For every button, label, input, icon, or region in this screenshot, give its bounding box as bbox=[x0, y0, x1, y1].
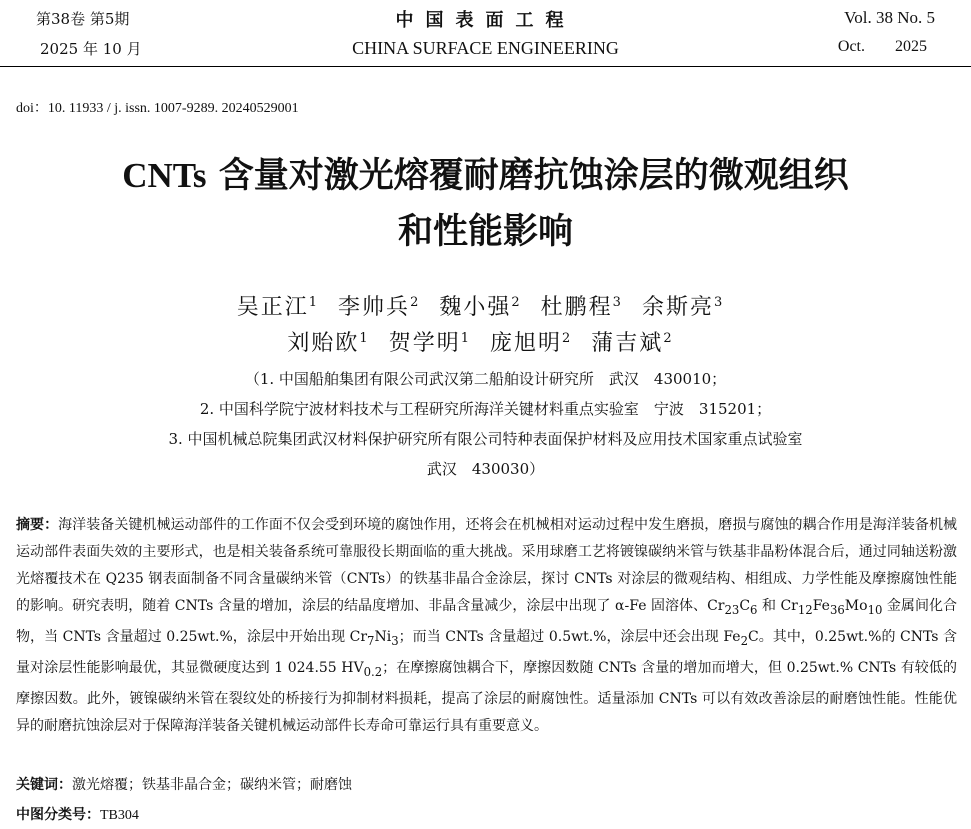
author-name: 刘贻欧 bbox=[287, 331, 360, 356]
subscript: 6 bbox=[750, 603, 758, 618]
year-en: 2025 bbox=[895, 38, 927, 55]
abstract-label: 摘要： bbox=[16, 517, 59, 533]
clc-value: TB304 bbox=[100, 808, 139, 823]
author-affil: 2 bbox=[410, 294, 419, 310]
volume-issue-en: Vol. 38 No. 5 bbox=[844, 8, 935, 27]
keywords-label: 关键词： bbox=[16, 777, 72, 793]
title-line1-rest: 含量对激光熔覆耐磨抗蚀涂层的微观组织 bbox=[206, 156, 849, 196]
subscript: 0.2 bbox=[363, 664, 383, 679]
date-cn: 2025 年 10 月 bbox=[40, 40, 142, 58]
subscript: 10 bbox=[867, 603, 883, 618]
abstract bbox=[16, 512, 957, 740]
author-name: 蒲吉斌 bbox=[591, 331, 664, 356]
author-affil: 3 bbox=[612, 294, 621, 310]
author-name: 李帅兵 bbox=[338, 295, 411, 320]
subscript: 2 bbox=[740, 633, 748, 648]
author-name: 吴正江 bbox=[236, 295, 309, 320]
title-line-2: 和性能影响 bbox=[397, 212, 573, 252]
authors-row-2 bbox=[0, 326, 971, 357]
author-affil: 1 bbox=[308, 294, 318, 310]
author-name: 贺学明 bbox=[388, 331, 461, 356]
keywords bbox=[16, 774, 352, 794]
abstract-text: Mo bbox=[844, 598, 868, 615]
subscript: 3 bbox=[391, 633, 399, 648]
journal-name-en: CHINA SURFACE ENGINEERING bbox=[352, 38, 619, 58]
author-affil: 2 bbox=[511, 294, 520, 310]
abstract-text: C。其中，0.25wt.%的 CNTs 含量对涂层性能影响最优，其显微硬度达到 1 024.55 HV bbox=[16, 629, 957, 677]
clc-number bbox=[16, 804, 139, 824]
subscript: 7 bbox=[367, 633, 375, 648]
abstract-text: Fe bbox=[812, 598, 830, 615]
clc-label: 中图分类号： bbox=[16, 807, 100, 823]
author-name: 庞旭明 bbox=[490, 331, 563, 356]
affiliation-1: （1. 中国船舶集团有限公司武汉第二船舶设计研究所 武汉 430010； bbox=[244, 370, 727, 388]
date-en bbox=[808, 38, 927, 56]
header-rule bbox=[0, 66, 971, 67]
affiliation-3: 3. 中国机械总院集团武汉材料保护研究所有限公司特种表面保护材料及应用技术国家重点试验室 bbox=[168, 430, 803, 448]
affiliation-2: 2. 中国科学院宁波材料技术与工程研究所海洋关键材料重点实验室 宁波 315201； bbox=[199, 400, 772, 418]
author-name: 杜鹏程 bbox=[540, 295, 613, 320]
author-affil: 3 bbox=[713, 294, 723, 310]
title-line-1 bbox=[0, 148, 971, 204]
abstract-text: Ni bbox=[374, 629, 392, 646]
abstract-text: ；在摩擦腐蚀耦合下，摩擦因数随 CNTs 含量的增加而增大，但 0.25wt.% CNTs 有较低的摩擦因数。此外，镀镍碳纳米管在裂纹处的桥接行为抑制材料损耗，提高了涂层的耐腐蚀性。适量添加 CNTs 可以有效改善涂层的耐磨蚀性能。性能优异的耐磨抗蚀涂层对于保障海洋装备关键机械运动部件长寿命可靠运行具有重要意义。 bbox=[16, 660, 958, 735]
author-name: 魏小强 bbox=[439, 295, 512, 320]
author-affil: 2 bbox=[562, 330, 571, 346]
abstract-text: 海洋装备关键机械运动部件的工作面不仅会受到环境的腐蚀作用，还将会在机械相对运动过程中发生磨损，磨损与腐蚀的耦合作用是海洋装备机械运动部件表面失效的主要形式，也是相关装备系统可靠服役长期面临的重大挑战。采用球磨工艺将镀镍碳纳米管与铁基非晶粉体混合后，通过同轴送粉激光熔覆技术在 Q235 钢表面制备不同含量碳纳米管（CNTs）的铁基非晶合金涂层，探讨 CNTs 对涂层的微观结构、相组成、力学性能及摩擦腐蚀性能的影响。研究表明，随着 CNTs 含量的增加，涂层的结晶度增加、非晶含量减少，涂层中出现了 α-Fe 固溶体、Cr bbox=[16, 517, 958, 615]
journal-name-cn: 中国表面工程 bbox=[395, 10, 576, 31]
author-affil: 1 bbox=[359, 330, 368, 346]
abstract-text: 金属间化合物，当 CNTs 含量超过 0.25wt.%，涂层中开始出现 Cr bbox=[16, 598, 958, 646]
month-en: Oct. bbox=[837, 38, 865, 55]
title-prefix: CNTs bbox=[122, 156, 207, 195]
abstract-text: ；而当 CNTs 含量超过 0.5wt.%，涂层中还会出现 Fe bbox=[398, 629, 741, 646]
doi: doi：10. 11933 / j. issn. 1007-9289. 20240529001 bbox=[16, 101, 299, 116]
paper-title bbox=[0, 148, 971, 260]
subscript: 23 bbox=[724, 603, 740, 618]
subscript: 12 bbox=[797, 603, 813, 618]
abstract-text: C bbox=[739, 598, 751, 615]
author-affil: 2 bbox=[663, 330, 672, 346]
keywords-value: 激光熔覆；铁基非晶合金；碳纳米管；耐磨蚀 bbox=[72, 777, 352, 793]
subscript: 36 bbox=[829, 603, 845, 618]
volume-issue-cn: 第38卷 第5期 bbox=[36, 10, 130, 28]
author-name: 余斯亮 bbox=[641, 295, 714, 320]
abstract-text: 和 Cr bbox=[757, 598, 798, 615]
journal-header bbox=[0, 0, 971, 70]
authors-row-1 bbox=[0, 290, 971, 321]
author-affil: 1 bbox=[460, 330, 469, 346]
affiliation-3-city: 武汉 430030） bbox=[426, 460, 545, 478]
